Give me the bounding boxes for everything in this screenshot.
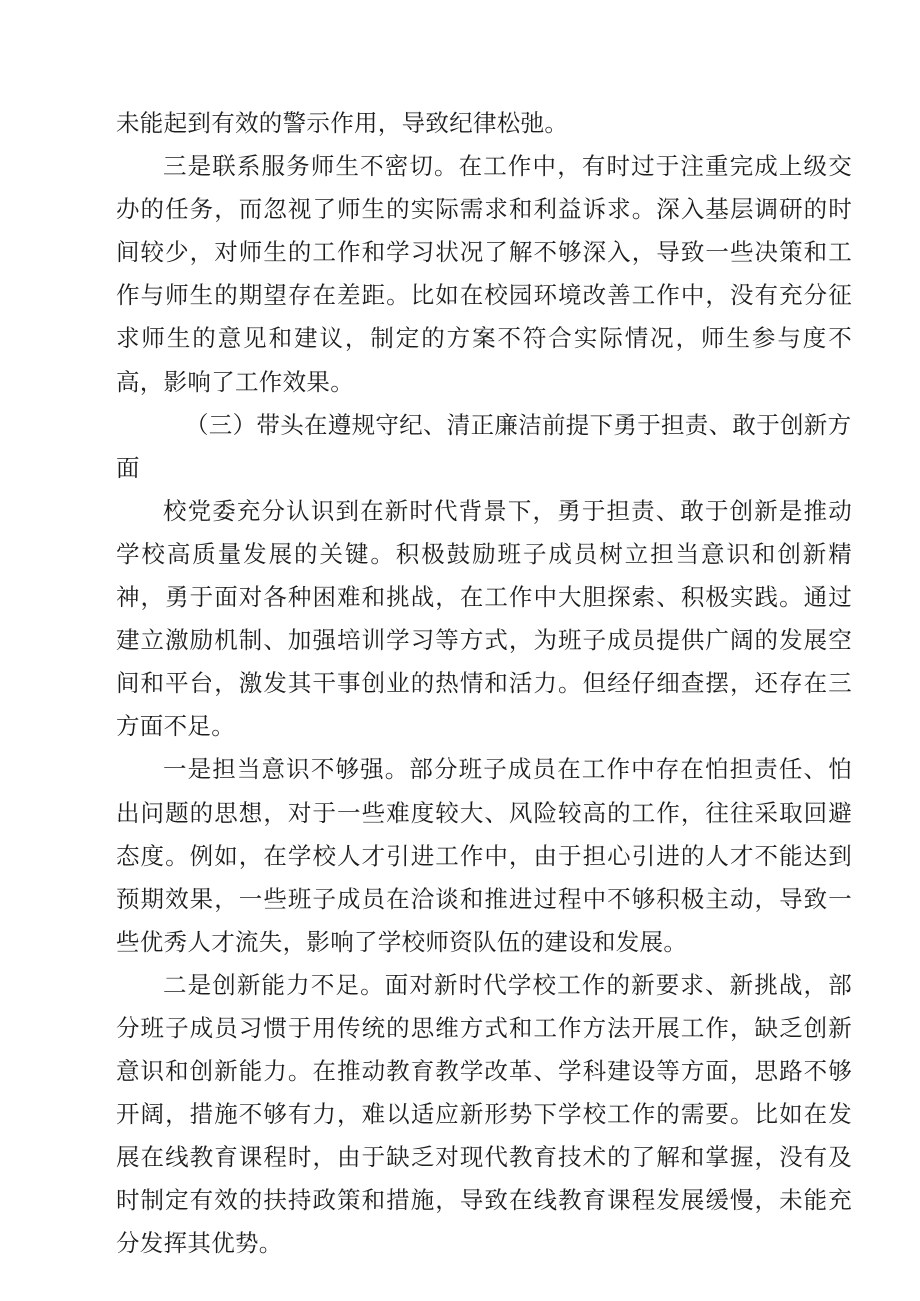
paragraph-continued: 未能起到有效的警示作用，导致纪律松弛。: [116, 109, 569, 137]
body-text: [116, 102, 852, 1266]
section-heading-text: （三）带头在遵规守纪、清正廉洁前提下勇于担责、敢于创新方面: [116, 410, 852, 482]
section-heading-3: [116, 404, 852, 490]
paragraph-party-committee: 校党委充分认识到在新时代背景下，勇于担责、敢于创新是推动学校高质量发展的关键。积极鼓励班子成员树立担当意识和创新精神，勇于面对各种困难和挑战，在工作中大胆探索、积极实践。通过建立激励机制、加强培训学习等方式，为班子成员提供广阔的发展空间和平台，激发其干事创业的热情和活力。但经仔细查摆，还存在三方面不足。: [116, 496, 852, 741]
paragraph-responsibility: 一是担当意识不够强。部分班子成员在工作中存在怕担责任、怕出问题的思想，对于一些难度较大、风险较高的工作，往往采取回避态度。例如，在学校人才引进工作中，由于担心引进的人才不能达到预期效果，一些班子成员在洽谈和推进过程中不够积极主动，导致一些优秀人才流失，影响了学校师资队伍的建设和发展。: [116, 755, 852, 956]
paragraph-innovation: 二是创新能力不足。面对新时代学校工作的新要求、新挑战，部分班子成员习惯于用传统的思维方式和工作方法开展工作，缺乏创新意识和创新能力。在推动教育教学改革、学科建设等方面，思路不够开阔，措施不够有力，难以适应新形势下学校工作的需要。比如在发展在线教育课程时，由于缺乏对现代教育技术的了解和掌握，没有及时制定有效的扶持政策和措施，导致在线教育课程发展缓慢，未能充分发挥其优势。: [116, 970, 852, 1258]
paragraph-contact-service: 三是联系服务师生不密切。在工作中，有时过于注重完成上级交办的任务，而忽视了师生的实际需求和利益诉求。深入基层调研的时间较少，对师生的工作和学习状况了解不够深入，导致一些决策和工作与师生的期望存在差距。比如在校园环境改善工作中，没有充分征求师生的意见和建议，制定的方案不符合实际情况，师生参与度不高，影响了工作效果。: [116, 152, 852, 396]
